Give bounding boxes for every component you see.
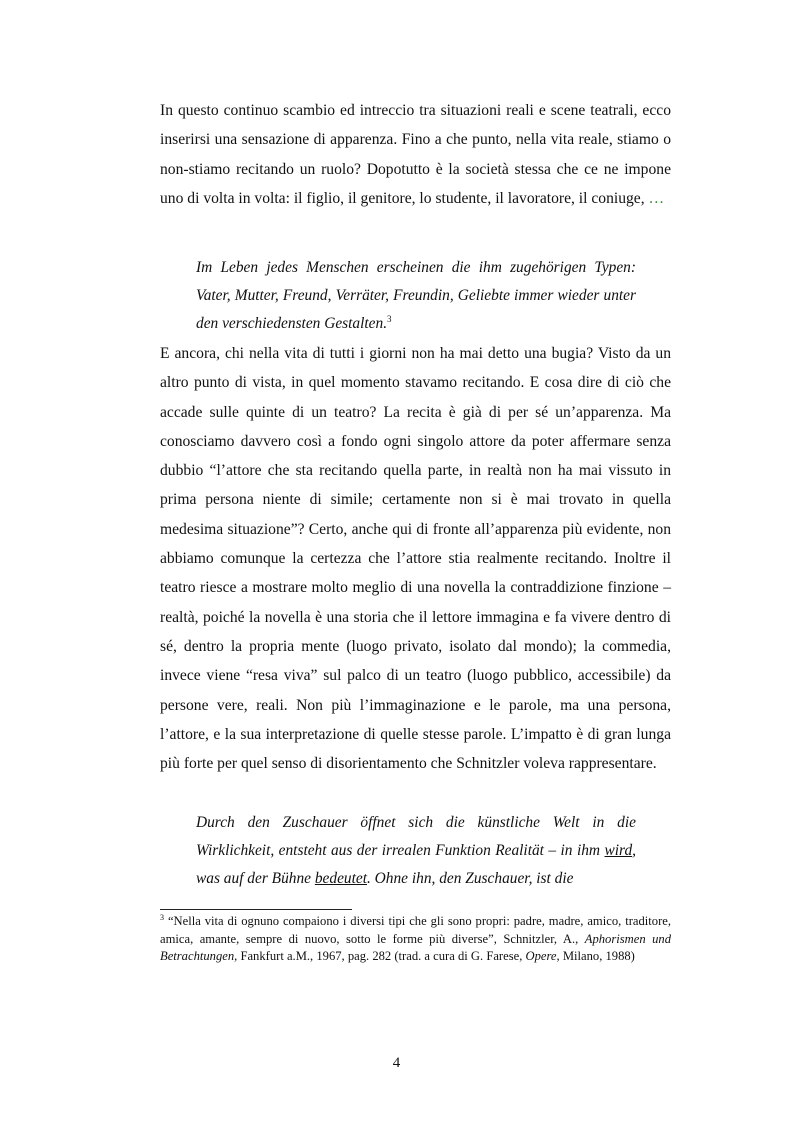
quote-1-text: Im Leben jedes Menschen erscheinen die ihm zugehörigen Typen: Vater, Mutter, Freund, Verräter, Freundin, Geliebte immer wieder unter den verschiedensten Gestalten. — [196, 259, 636, 332]
footnote-number: 3 — [160, 912, 164, 922]
footnote-title-2: Opere — [525, 949, 557, 964]
footnote-text-2: , Fankfurt a.M., 1967, pag. 282 (trad. a cura di G. Farese, — [234, 949, 526, 964]
body-paragraph-1 — [160, 96, 671, 213]
footnote-reference[interactable]: 3 — [387, 313, 392, 324]
quote-2-part-3: . Ohne ihn, den Zuschauer, ist die — [366, 869, 574, 887]
block-quote-1 — [196, 254, 636, 337]
footnote-title-1: Aphorismen und Betrachtungen — [160, 931, 672, 964]
footnote-text-3: , Milano, 1988) — [556, 949, 635, 964]
page-number: 4 — [392, 1055, 401, 1071]
quote-2-part-1: Durch den Zuschauer öffnet sich die künstliche Welt in die Wirklichkeit, entsteht aus der irrealen Funktion Realität – in ihm — [196, 814, 636, 859]
ellipsis: … — [648, 189, 665, 207]
paragraph-1-text: In questo continuo scambio ed intreccio tra situazioni reali e scene teatrali, ecco inserirsi una sensazione di apparenza. Fino a che punto, nella vita reale, stiamo o non-stiamo recitando un ruolo? Dopotutto è la società stessa che ce ne impone uno di volta in volta: il figlio, il genitore, lo studente, il lavoratore, il coniuge, — [160, 102, 671, 207]
quote-2-underline-1: wird — [604, 841, 633, 859]
footnote-separator — [160, 909, 352, 910]
body-paragraph-2: E ancora, chi nella vita di tutti i giorni non ha mai detto una bugia? Visto da un altro punto di vista, in quel momento stavamo recitando. E cosa dire di ciò che accade sulle quinte di un teatro? La recita è già di per sé un’apparenza. Ma conosciamo davvero così a fondo ogni singolo attore da poter affermare senza dubbio “l’attore che sta recitando quella parte, in realtà non ha mai vissuto in prima persona niente di simile; certamente non si è mai trovato in quella medesima situazione”? Certo, anche qui di fronte all’apparenza più evidente, non abbiamo comunque la certezza che l’attore stia realmente recitando. Inoltre il teatro riesce a mostrare molto meglio di una novella la contraddizione finzione – realtà, poiché la novella è una storia che il lettore immagina e fa vivere dentro di sé, dentro la propria mente (luogo privato, isolato dal mondo); la commedia, invece viene “resa viva” sul palco di un teatro (luogo pubblico, accessibile) da persone vere, reali. Non più l’immaginazione e le parole, ma una persona, l’attore, e la sua interpretazione di quelle stesse parole. L’impatto è di gran lunga più forte per quel senso di disorientamento che Schnitzler voleva rappresentare. — [160, 345, 671, 773]
quote-2-underline-2: bedeutet — [314, 869, 367, 887]
footnote — [160, 913, 671, 966]
footnote-text-1: “Nella vita di ognuno compaiono i diversi tipi che gli sono propri: padre, madre, amico, traditore, amica, amante, sempre di nuovo, sotto le forme più diverse”, Schnitzler, A., — [160, 914, 671, 946]
quote-2-part-2: , was auf der Bühne — [196, 841, 636, 887]
block-quote-2 — [196, 809, 636, 892]
